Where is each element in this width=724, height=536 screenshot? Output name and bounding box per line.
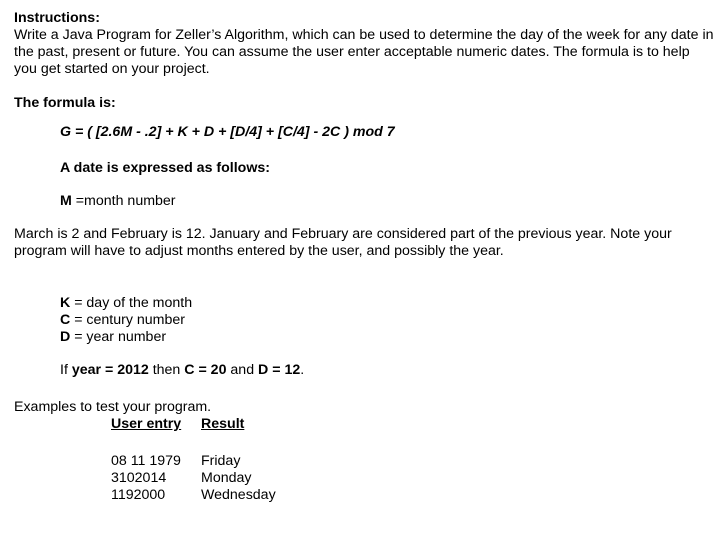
result-cell: Wednesday bbox=[201, 487, 276, 503]
year-example bbox=[60, 362, 714, 379]
d-definition bbox=[60, 329, 714, 346]
c-definition bbox=[60, 312, 714, 329]
table-row bbox=[111, 487, 714, 504]
month-note: March is 2 and February is 12. January and February are considered part of the previous year. Note your program will have to adjust months entered by the user, and possibly the year. bbox=[14, 226, 672, 259]
formula-expression: G = ( [2.6M - .2] + K + D + [D/4] + [C/4] - 2C ) mod 7 bbox=[60, 124, 395, 140]
instructions-body: Write a Java Program for Zeller’s Algorithm, which can be used to determine the day of the week for any date in the past, present or future. You can assume the user enter acceptable numeric dates. The formula is to help you get started on your project. bbox=[14, 27, 714, 77]
example-if: If bbox=[60, 362, 72, 378]
entry-cell: 3102014 bbox=[111, 470, 167, 486]
k-symbol: K bbox=[60, 295, 71, 311]
example-and: and bbox=[226, 362, 259, 378]
col-user-entry: User entry bbox=[111, 416, 182, 432]
col-result: Result bbox=[201, 416, 245, 432]
k-text: = day of the month bbox=[70, 295, 193, 311]
table-row bbox=[111, 453, 714, 470]
result-cell: Monday bbox=[201, 470, 252, 486]
result-cell: Friday bbox=[201, 453, 241, 469]
entry-cell: 08 11 1979 bbox=[111, 453, 181, 469]
entry-cell: 1192000 bbox=[111, 487, 166, 503]
examples-table bbox=[111, 416, 714, 504]
formula-heading: The formula is: bbox=[14, 95, 116, 111]
example-then: then bbox=[148, 362, 185, 378]
date-expression-heading: A date is expressed as follows: bbox=[60, 160, 270, 176]
table-row bbox=[111, 470, 714, 487]
example-c: C = 20 bbox=[184, 362, 227, 378]
example-d: D = 12 bbox=[258, 362, 301, 378]
examples-intro: Examples to test your program. bbox=[14, 399, 212, 415]
example-year: year = 2012 bbox=[71, 362, 149, 378]
d-text: = year number bbox=[70, 329, 167, 345]
example-end: . bbox=[300, 362, 305, 378]
month-definition bbox=[60, 193, 714, 210]
examples-header-row bbox=[111, 416, 714, 433]
c-symbol: C bbox=[60, 312, 71, 328]
k-definition bbox=[60, 295, 714, 312]
c-text: = century number bbox=[70, 312, 185, 328]
instructions-heading: Instructions: bbox=[14, 10, 100, 26]
document bbox=[14, 10, 714, 504]
m-symbol: M bbox=[60, 193, 72, 209]
d-symbol: D bbox=[60, 329, 71, 345]
m-text: =month number bbox=[71, 193, 176, 209]
